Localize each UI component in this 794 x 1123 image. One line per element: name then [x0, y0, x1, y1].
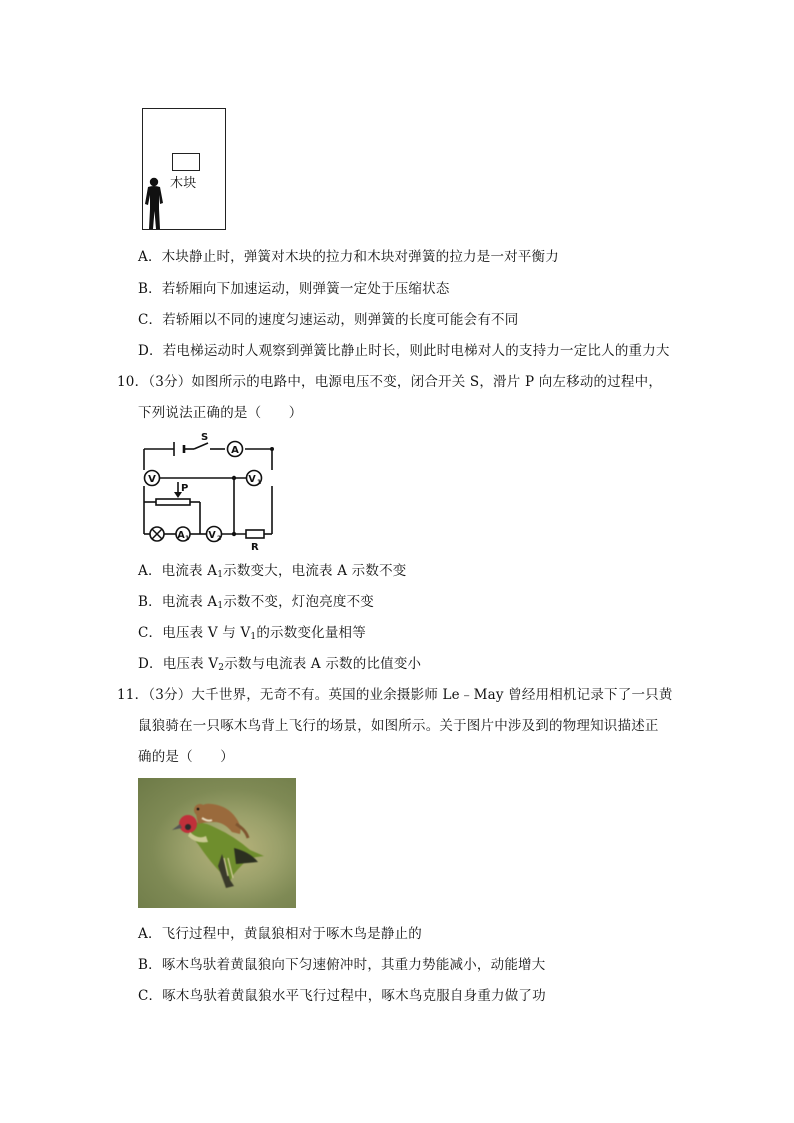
resistor-r-label: R — [251, 542, 259, 553]
voltmeter-v1-sub: 1 — [257, 479, 262, 486]
wooden-block-label: 木块 — [170, 176, 197, 191]
q10-option-c: C．电压表 V 与 $V_1$的示数变化量相等 — [138, 625, 366, 642]
q9-option-b: B．若轿厢向下加速运动，则弹簧一定处于压缩状态 — [138, 281, 450, 297]
q11-stem-line3: 确的是（ ） — [138, 749, 234, 765]
ammeter-a1-sub: 1 — [185, 535, 190, 542]
q10-option-b: B．电流表 $A_1$示数不变，灯泡亮度不变 — [138, 594, 375, 611]
q11-stem-line1: 11．（3分）大千世界，无奇不有。英国的业余摄影师 Le﹣May 曾经用相机记录下了一只黄 — [117, 687, 673, 703]
voltmeter-v1-label: V — [248, 474, 256, 485]
q11-option-a: A．飞行过程中，黄鼠狼相对于啄木鸟是静止的 — [138, 926, 422, 942]
circuit-diagram — [138, 430, 284, 554]
q10-stem-line1: 10．（3分）如图所示的电路中，电源电压不变，闭合开关 S，滑片 P 向左移动的过程中， — [117, 374, 663, 390]
ammeter-a-label: A — [231, 445, 239, 456]
q10-option-a: A．电流表 $A_1$示数变大，电流表 A 示数不变 — [138, 563, 407, 580]
q10-option-d: D．电压表 $V_2$示数与电流表 A 示数的比值变小 — [138, 656, 422, 673]
q10-number: 10． — [117, 374, 149, 390]
q9-option-a: A．木块静止时，弹簧对木块的拉力和木块对弹簧的拉力是一对平衡力 — [138, 249, 559, 265]
bird-weasel-illustration — [138, 778, 296, 908]
switch-label: S — [201, 432, 209, 443]
voltmeter-v2-sub: 2 — [217, 535, 222, 542]
q10-stem-line2: 下列说法正确的是（ ） — [138, 405, 303, 421]
q11-option-c: C．啄木鸟驮着黄鼠狼水平飞行过程中，啄木鸟克服自身重力做了功 — [138, 988, 546, 1004]
wooden-block — [172, 153, 200, 171]
q11-number: 11． — [117, 687, 149, 703]
q11-stem-line2: 鼠狼骑在一只啄木鸟背上飞行的场景，如图所示。关于图片中涉及到的物理知识描述正 — [138, 718, 659, 734]
ammeter-a1-label: A — [177, 530, 185, 541]
q11-option-b: B．啄木鸟驮着黄鼠狼向下匀速俯冲时，其重力势能减小，动能增大 — [138, 957, 546, 973]
voltmeter-v2-label: V — [208, 530, 216, 541]
weasel-woodpecker-photo — [138, 778, 296, 908]
elevator-figure — [142, 108, 226, 230]
person-silhouette-icon — [142, 177, 168, 231]
slider-p-label: P — [181, 483, 189, 494]
q9-option-d: D．若电梯运动时人观察到弹簧比静止时长，则此时电梯对人的支持力一定比人的重力大 — [138, 343, 670, 359]
voltmeter-v-label: V — [148, 474, 156, 485]
q9-option-c: C．若轿厢以不同的速度匀速运动，则弹簧的长度可能会有不同 — [138, 312, 519, 328]
